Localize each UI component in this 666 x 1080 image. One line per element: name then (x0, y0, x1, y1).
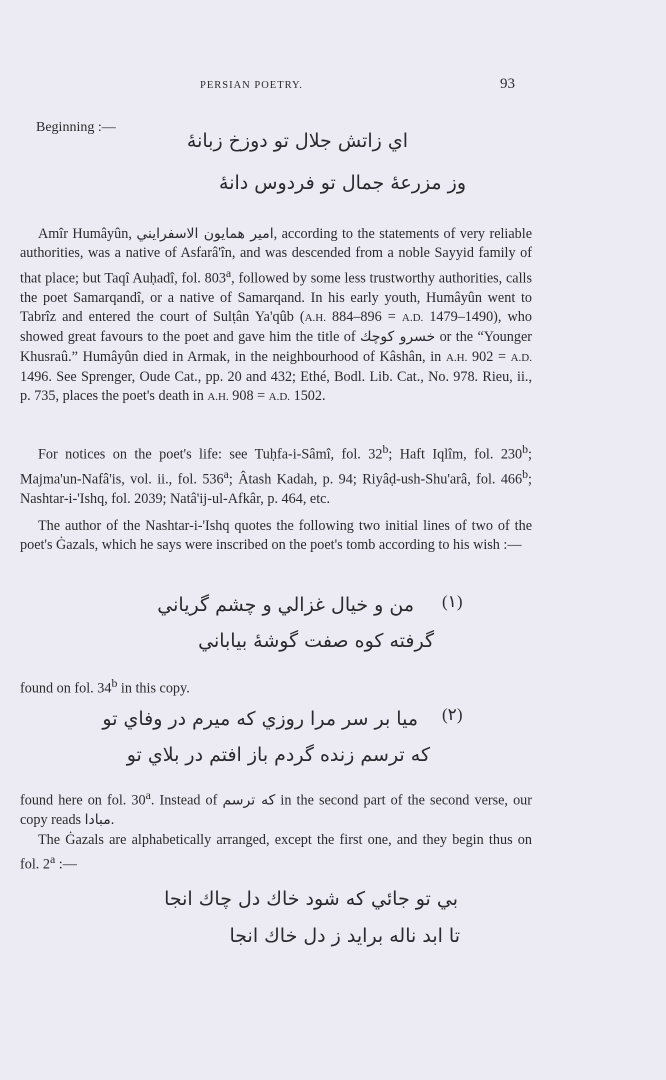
variant-reading-paragraph: found here on fol. 30$^a$. Instead of كه ترسم in the second part of the second verse, our copy reads مبادا. (20, 788, 532, 829)
closing-verse-2: تا ابد ناله برايد ز دل خاك انجا (229, 925, 460, 947)
quote-1-verse-2: گرفته كوه صفت گوشهٔ بياباني (198, 630, 434, 652)
closing-verse-1: بي تو جائي كه شود خاك دل چاك انجا (164, 888, 458, 910)
title-arabic: خسرو كوچك (359, 329, 436, 346)
variant-arabic-1: كه ترسم (222, 792, 276, 809)
variant-arabic-2: مبادا (84, 812, 111, 829)
bio-text: Amîr Humâyûn, (38, 226, 137, 242)
beginning-label: Beginning :— (36, 120, 116, 135)
opening-verse-2: وز مزرعهٔ جمال تو فردوس دانهٔ (219, 172, 466, 194)
tomb-inscription-paragraph: The author of the Nashtar-i-'Ishq quotes the following two initial lines of two of the poet's Ġazals, which he says were inscribed on the poet's tomb according to his wish :— (20, 518, 532, 554)
quote-1-verse-1: من و خيال غزالي و چشم گرياني (157, 594, 414, 616)
verse-number-1: (١) (442, 592, 463, 611)
biography-paragraph: Amîr Humâyûn, امير همايون الاسفرايني, according to the statements of very reliable authorities, was a native of Asfarâ'în, and was descended from a noble Sayyid family of that place; but Taqî Auḥadî, fol. 803$^a$, followed by some less trustworthy authorities, calls the poet Samarqandî, or a native of Samarqand. In his early youth, Humâyûn went to Tabrîz and entered the court of Sulṭân Ya'qûb (A.H. 884–896 = A.D. 1479–1490), who showed great favours to the poet and gave him the title of خسرو كوچك or the “Younger Khusraû.” Humâyûn died in Armak, in the neighbourhood of Kâshân, in A.H. 902 = A.D. 1496. See Sprenger, Oude Cat., pp. 20 and 432; Ethé, Bodl. Lib. Cat., No. 978. Rieu, ii., p. 735, places the poet's death in A.H. 908 = A.D. 1502. (20, 226, 533, 405)
opening-verse-1: اي زاتش جلال تو دوزخ زبانهٔ (186, 130, 408, 152)
verse-number-2: (٢) (442, 705, 463, 724)
references-paragraph: For notices on the poet's life: see Tuḥfa-i-Sâmî, fol. 32$^b$; Haft Iqlîm, fol. 230$^b$; Majma'un-Nafâ'is, vol. ii., fol. 536$^a$; Âtash Kadah, p. 94; Riyâḍ-ush-Shu'arâ, fol. 466$^b$; Nashtar-i-'Ishq, fol. 2039; Natâ'ij-ul-Afkâr, p. 464, etc. (20, 442, 532, 508)
running-title: PERSIAN POETRY. (200, 80, 303, 91)
quote-2-verse-2: كه ترسم زنده گردم باز افتم در بلاي تو (126, 744, 430, 766)
page-number: 93 (500, 76, 515, 92)
quote-2-verse-1: ميا بر سر مرا روزي كه ميرم در وفاي تو (102, 708, 418, 730)
ghazals-paragraph: The Ġazals are alphabetically arranged, except the first one, and they begin thus on fol. 2$^a$ :— (20, 832, 532, 874)
folio-note-1: found on fol. 34$^b$ in this copy. (20, 676, 190, 697)
poet-name-arabic: امير همايون الاسفرايني (136, 226, 274, 242)
